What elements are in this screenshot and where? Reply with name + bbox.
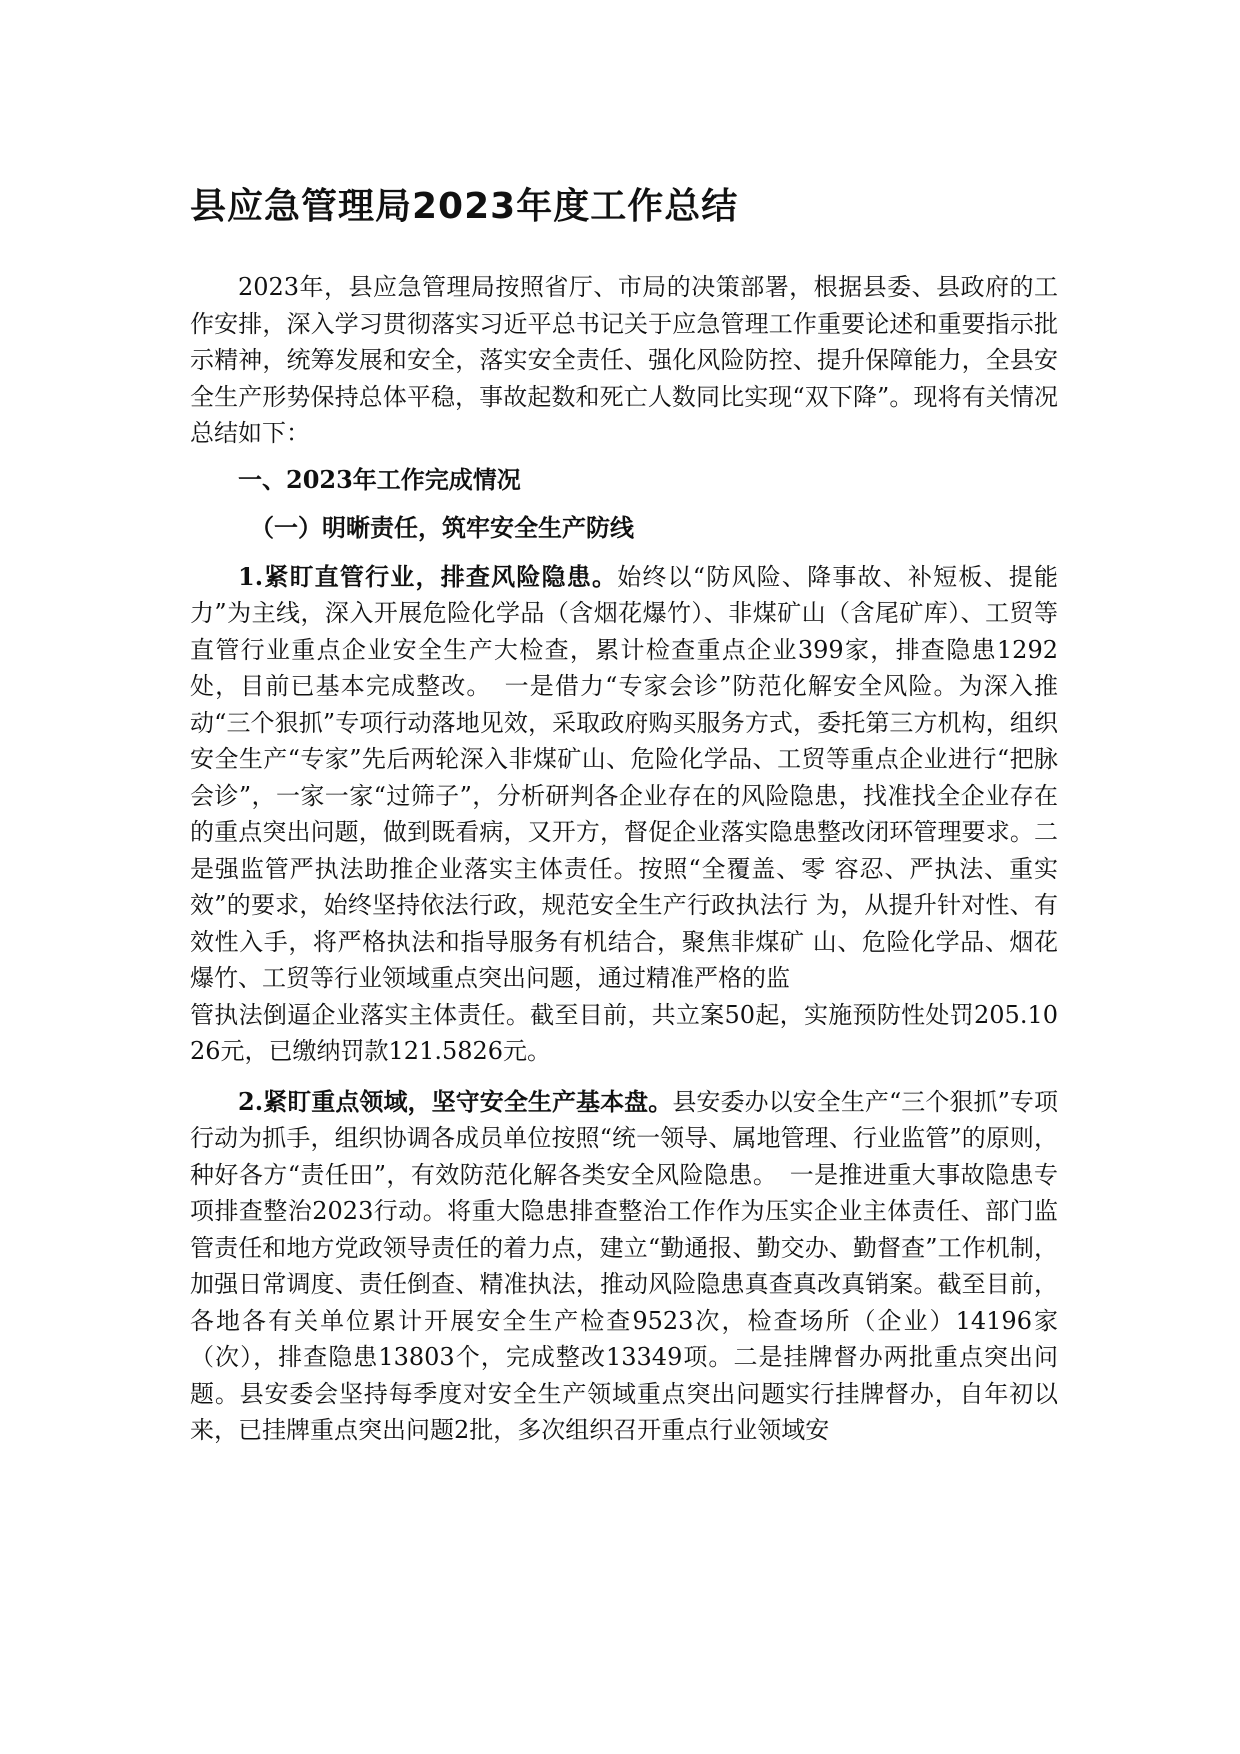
intro-paragraph: 2023年，县应急管理局按照省厅、市局的决策部署，根据县委、县政府的工作安排，深入学习贯彻落实习近平总书记关于应急管理工作重要论述和重要指示批示精神，统筹发展和安全，落实安全责任、强化风险防控、提升保障能力，全县安全生产形势保持总体平稳，事故起数和死亡人数同比实现“双下降”。现将有关情况总结如下： (190, 273, 1058, 447)
item-1-lead: 1.紧盯直管行业，排查风险隐患。 (238, 561, 618, 591)
section-heading-1: 一、2023年工作完成情况 (238, 464, 521, 494)
item-1-paragraph (190, 559, 1058, 997)
item-2-lead: 2.紧盯重点领域，坚守安全生产基本盘。 (238, 1086, 673, 1116)
item-2-body: 县安委办以安全生产“三个狠抓”专项行动为抓手，组织协调各成员单位按照“统一领导、属地管理、行业监管”的原则，种好各方“责任田”，有效防范化解各类安全风险隐患。 一是推进重大事故隐患专项排查整治2023行动。将重大隐患排查整治工作作为压实企业主体责任、部门监管责任和地方党政领导责任的着力点，建立“勤通报、勤交办、勤督查”工作机制，加强日常调度、责任倒查、精准执法，推动风险隐患真查真改真销案。截至目前，各地各有关单位累计开展安全生产检查9523次，检查场所（企业）14196家（次），排查隐患13803个，完成整改13349项。二是挂牌督办两批重点突出问题。县安委会坚持每季度对安全生产领域重点突出问题实行挂牌督办，自年初以来，已挂牌重点突出问题2批，多次组织召开重点行业领域安 (190, 1087, 1058, 1444)
subsection-heading-1: （一）明晰责任，筑牢安全生产防线 (250, 513, 634, 542)
item-1-continuation: 管执法倒逼企业落实主体责任。截至目前，共立案50起，实施预防性处罚205.1026元，已缴纳罚款121.5826元。 (190, 1000, 1058, 1065)
document-title: 县应急管理局2023年度工作总结 (190, 186, 739, 227)
item-1-body: 始终以“防风险、降事故、补短板、提能力”为主线，深入开展危险化学品（含烟花爆竹）、非煤矿山（含尾矿库）、工贸等直管行业重点企业安全生产大检查，累计检查重点企业399家，排查隐患1292处，目前已基本完成整改。 一是借力“专家会诊”防范化解安全风险。为深入推动“三个狠抓”专项行动落地见效，采取政府购买服务方式，委托第三方机构，组织安全生产“专家”先后两轮深入非煤矿山、危险化学品、工贸等重点企业进行“把脉会诊”，一家一家“过筛子”，分析研判各企业存在的风险隐患，找准找全企业存在的重点突出问题，做到既看病，又开方，督促企业落实隐患整改闭环管理要求。二是强监管严执法助推企业落实主体责任。按照“全覆盖、零 容忍、严执法、重实效”的要求，始终坚持依法行政，规范安全生产行政执法行 为，从提升针对性、有效性入手，将严格执法和指导服务有机结合，聚焦非煤矿 山、危险化学品、烟花爆竹、工贸等行业领域重点突出问题，通过精准严格的监 (190, 562, 1058, 992)
item-2-paragraph (190, 1084, 1058, 1449)
document-page (190, 185, 1058, 1449)
